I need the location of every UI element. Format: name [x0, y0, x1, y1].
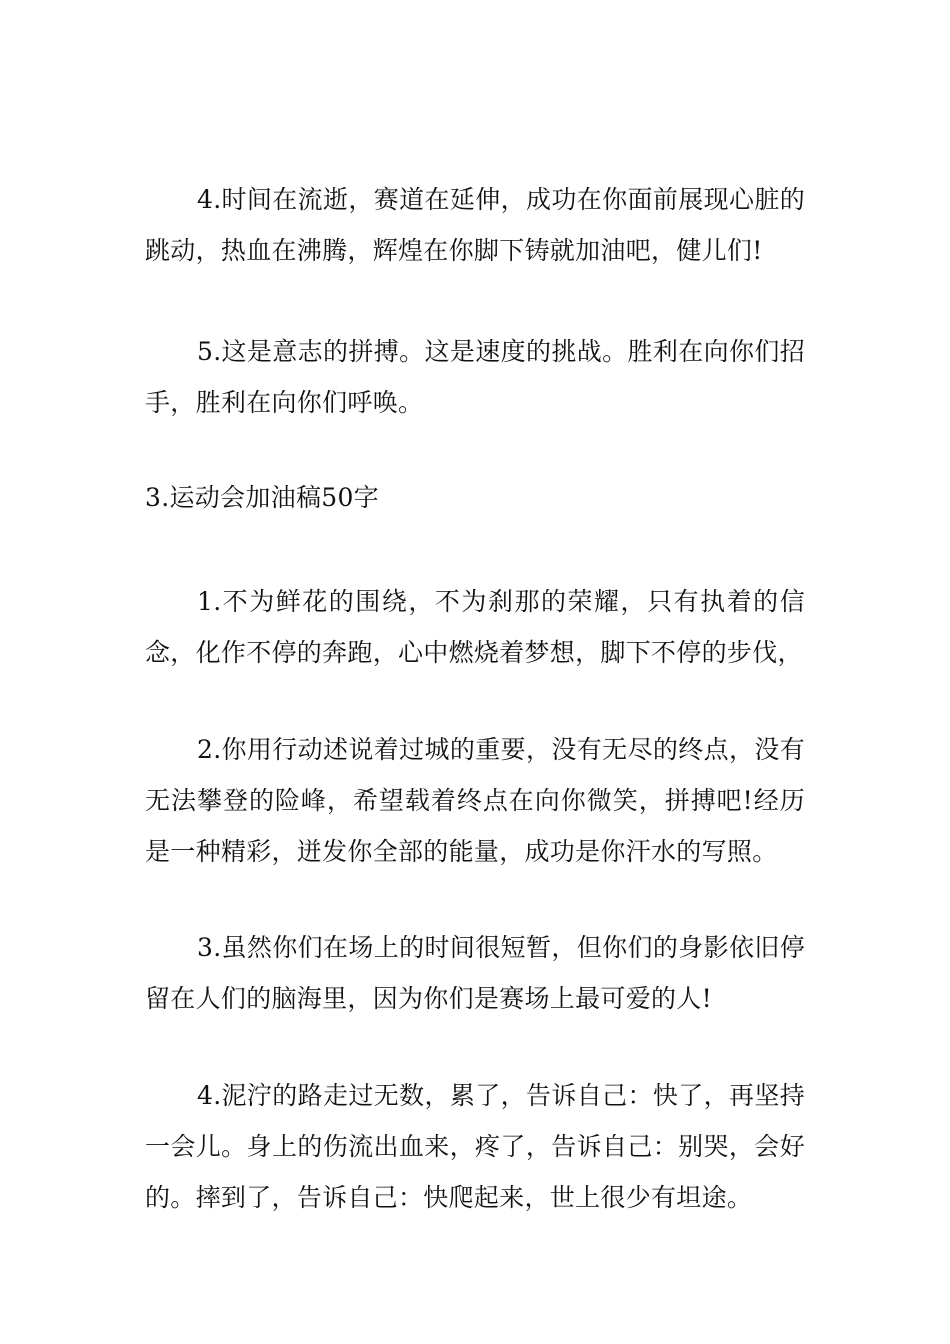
- paragraph-cheer-2: 2.你用行动述说着过城的重要，没有无尽的终点，没有无法攀登的险峰，希望载着终点在向你微笑，拼搏吧!经历是一种精彩，迸发你全部的能量，成功是你汗水的写照。: [145, 735, 805, 866]
- paragraph-cheer-3: 3.虽然你们在场上的时间很短暂，但你们的身影依旧停留在人们的脑海里，因为你们是赛场上最可爱的人!: [145, 933, 805, 1013]
- paragraph-cheer-4b: 4.泥泞的路走过无数，累了，告诉自己：快了，再坚持一会儿。身上的伤流出血来，疼了，告诉自己：别哭，会好的。摔到了，告诉自己：快爬起来，世上很少有坦途。: [145, 1081, 805, 1212]
- paragraph-cheer-4: 4.时间在流逝，赛道在延伸，成功在你面前展现心脏的跳动，热血在沸腾，辉煌在你脚下铸就加油吧，健儿们!: [145, 185, 805, 265]
- paragraph-cheer-1: 1.不为鲜花的围绕，不为刹那的荣耀，只有执着的信念，化作不停的奔跑，心中燃烧着梦想，脚下不停的步伐，: [145, 587, 805, 667]
- paragraph-cheer-5: 5.这是意志的拼搏。这是速度的挑战。胜利在向你们招手，胜利在向你们呼唤。: [145, 337, 805, 417]
- section-heading: 3.运动会加油稿50字: [145, 483, 379, 512]
